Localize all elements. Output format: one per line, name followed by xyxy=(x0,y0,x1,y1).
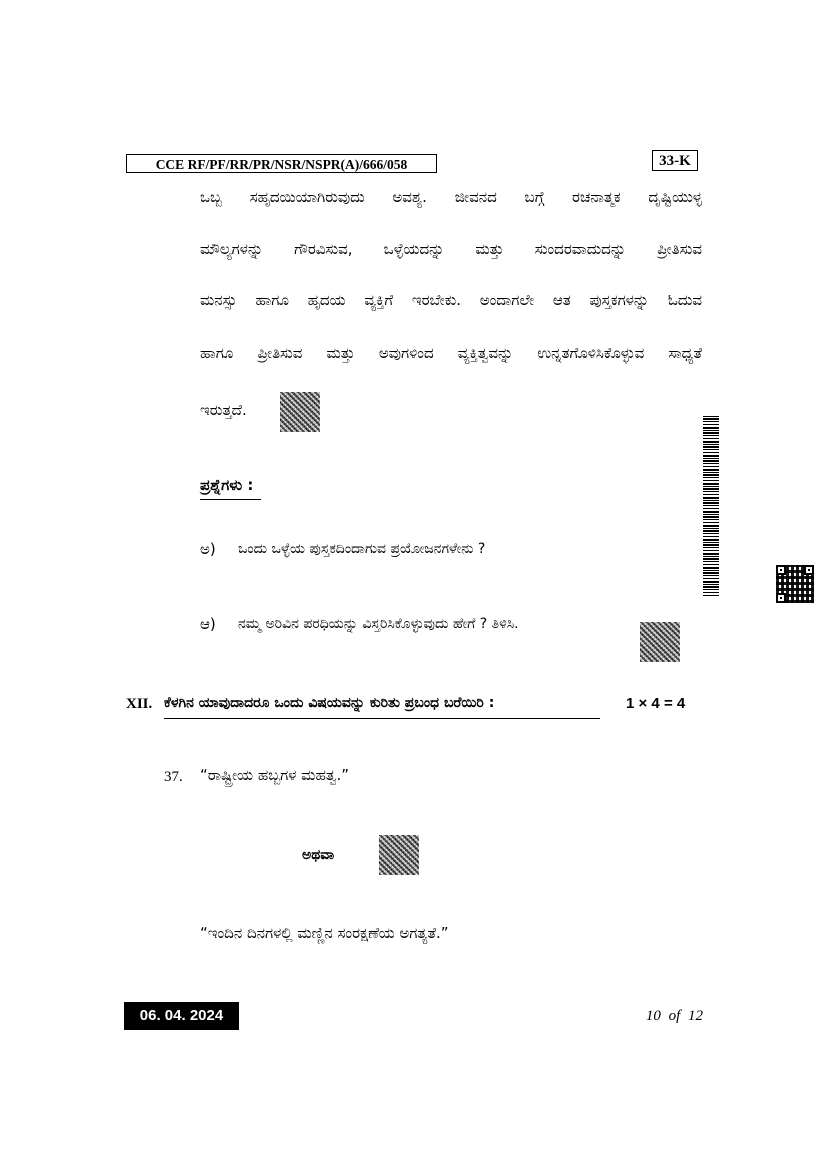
watermark-pattern xyxy=(280,392,320,432)
passage-line-5: ಇರುತ್ತದೆ. xyxy=(200,401,247,419)
watermark-pattern xyxy=(640,622,680,662)
questions-title: ಪ್ರಶ್ನೆಗಳು : xyxy=(200,474,261,500)
question-a-text: ಒಂದು ಒಳ್ಳೆಯ ಪುಸ್ತಕದಿಂದಾಗುವ ಪ್ರಯೋಜನಗಳೇನು ? xyxy=(238,541,486,557)
section-number: XII. xyxy=(126,696,153,712)
paper-code: CCE RF/PF/RR/PR/NSR/NSPR(A)/666/058 xyxy=(126,154,437,173)
question-b-text: ನಮ್ಮ ಅರಿವಿನ ಪರಧಿಯನ್ನು ವಿಸ್ತರಿಸಿಕೊಳ್ಳುವುದು ಹೇಗೆ ? ತಿಳಿಸಿ. xyxy=(238,616,519,632)
passage-line-4: ಹಾಗೂ ಪ್ರೀತಿಸುವ ಮತ್ತು ಅವುಗಳಿಂದ ವ್ಯಕ್ತಿತ್ವವನ್ನು ಉನ್ನತಗೊಳಿಸಿಕೊಳ್ಳುವ ಸಾಧ್ಯತೆ xyxy=(200,344,702,362)
barcode xyxy=(703,416,719,596)
or-label: ಅಥವಾ xyxy=(302,847,335,863)
passage-line-1: ಒಬ್ಬ ಸಹೃದಯಿಯಾಗಿರುವುದು ಅವಶ್ಯ. ಜೀವನದ ಬಗ್ಗೆ ರಚನಾತ್ಮಕ ದೃಷ್ಟಿಯುಳ್ಳ xyxy=(200,188,702,206)
passage-line-2: ಮೌಲ್ಯಗಳನ್ನು ಗೌರವಿಸುವ, ಒಳ್ಳೆಯದನ್ನು ಮತ್ತು ಸುಂದರವಾದುದನ್ನು ಪ್ರೀತಿಸುವ xyxy=(200,240,702,258)
section-marks: 1 × 4 = 4 xyxy=(626,695,686,712)
page-code: 33-K xyxy=(652,150,698,171)
watermark-pattern xyxy=(379,835,419,875)
question-b-label: ಆ) xyxy=(200,615,216,633)
page-number: 10 of 12 xyxy=(645,1008,703,1024)
section-instruction: ಕೆಳಗಿನ ಯಾವುದಾದರೂ ಒಂದು ವಿಷಯವನ್ನು ಕುರಿತು ಪ್ರಬಂಧ ಬರೆಯಿರಿ : xyxy=(164,692,600,719)
qr-code xyxy=(776,565,814,603)
question-a-label: ಅ) xyxy=(200,540,216,558)
essay-topic-2: “ಇಂದಿನ ದಿನಗಳಲ್ಲಿ ಮಣ್ಣಿನ ಸಂರಕ್ಷಣೆಯ ಅಗತ್ಯತೆ.” xyxy=(200,924,449,942)
essay-topic-1: “ರಾಷ್ಟ್ರೀಯ ಹಬ್ಬಗಳ ಮಹತ್ವ.” xyxy=(200,766,350,784)
passage-line-3: ಮನಸ್ಸು ಹಾಗೂ ಹೃದಯ ವ್ಯಕ್ತಿಗೆ ಇರಬೇಕು. ಅಂದಾಗಲೇ ಆತ ಪುಸ್ತಕಗಳನ್ನು ಓದುವ xyxy=(200,291,702,309)
exam-date: 06. 04. 2024 xyxy=(124,1002,239,1030)
question-number: 37. xyxy=(164,769,183,785)
